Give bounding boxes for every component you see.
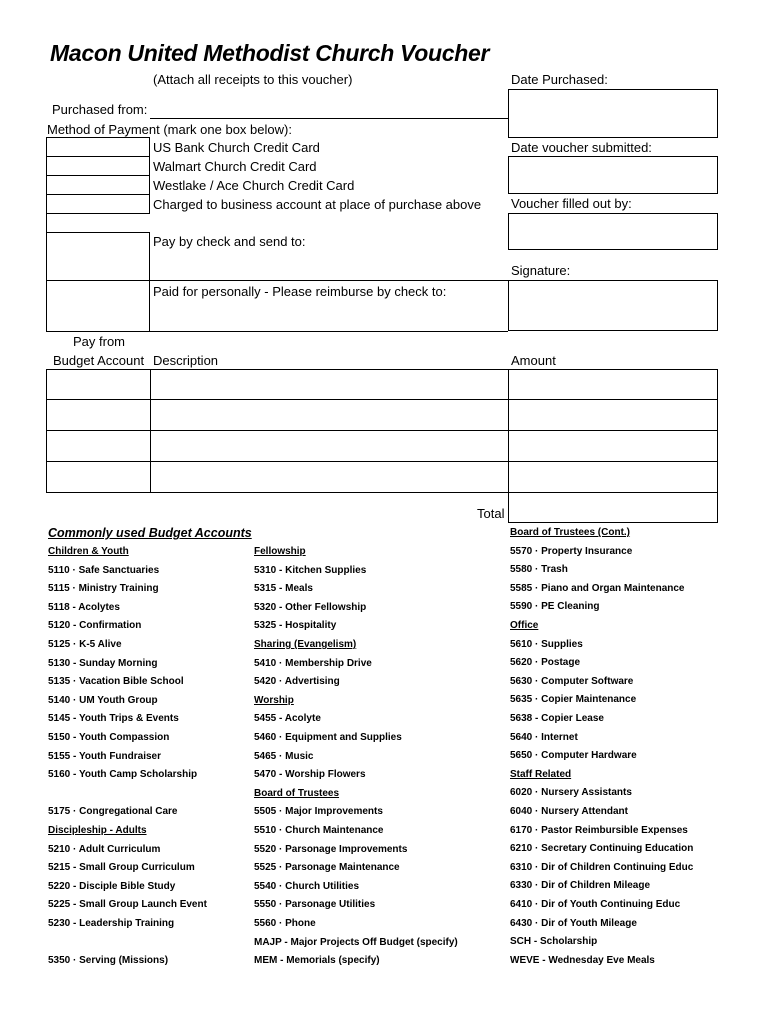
payment-option-us-bank: US Bank Church Credit Card: [153, 140, 320, 155]
budget-account-item: 5455 - Acolyte: [254, 713, 321, 725]
amount-header: Amount: [511, 353, 556, 368]
budget-account-item: 5350 · Serving (Missions): [48, 955, 169, 967]
table-col-divider-2: [508, 369, 509, 493]
budget-account-item: 6330 · Dir of Children Mileage: [510, 880, 651, 892]
budget-account-item: 5110 · Safe Sanctuaries: [48, 564, 160, 576]
budget-account-item: 5225 - Small Group Launch Event: [48, 899, 207, 911]
budget-account-item: 5140 · UM Youth Group: [48, 694, 158, 706]
budget-account-item: 5118 - Acolytes: [48, 601, 120, 613]
budget-account-item: 5325 - Hospitality: [254, 620, 337, 632]
budget-account-item: 5580 · Trash: [510, 564, 568, 576]
budget-account-item: 5135 · Vacation Bible School: [48, 676, 184, 688]
budget-account-item: 6170 · Pastor Reimbursible Expenses: [510, 824, 688, 836]
budget-account-item: 5650 · Computer Hardware: [510, 750, 637, 762]
budget-account-item: 5175 · Congregational Care: [48, 806, 178, 818]
budget-account-item: MEM - Memorials (specify): [254, 955, 380, 967]
budget-account-item: 5320 - Other Fellowship: [254, 601, 367, 613]
budget-account-item: 6210 · Secretary Continuing Education: [510, 843, 694, 855]
budget-section-heading: Board of Trustees: [254, 787, 340, 799]
payment-option-check: Pay by check and send to:: [153, 234, 306, 249]
budget-section-heading: Staff Related: [510, 768, 572, 780]
budget-account-item: 5610 · Supplies: [510, 638, 583, 650]
date-purchased-label: Date Purchased:: [511, 72, 608, 87]
budget-account-item: 5130 - Sunday Morning: [48, 657, 158, 669]
page-title: Macon United Methodist Church Voucher: [50, 40, 490, 66]
budget-section-heading: Board of Trustees (Cont.): [510, 527, 631, 538]
us-bank-checkbox[interactable]: [46, 137, 150, 157]
table-row-divider: [46, 399, 718, 400]
budget-account-item: 5585 · Piano and Organ Maintenance: [510, 582, 685, 594]
date-purchased-field[interactable]: [508, 89, 718, 138]
budget-account-item: 6040 · Nursery Attendant: [510, 806, 628, 817]
budget-account-item: 5540 · Church Utilities: [254, 880, 360, 892]
budget-account-item: 5310 - Kitchen Supplies: [254, 564, 367, 576]
budget-account-item: MAJP - Major Projects Off Budget (specify): [254, 936, 458, 948]
budget-section-heading: Sharing (Evangelism): [254, 639, 357, 650]
subtitle: (Attach all receipts to this voucher): [153, 72, 353, 87]
budget-account-item: 5215 - Small Group Curriculum: [48, 862, 195, 874]
signature-label: Signature:: [511, 263, 571, 278]
budget-accounts-title: Commonly used Budget Accounts: [48, 526, 252, 540]
payment-bottom-rule: [46, 331, 508, 332]
payment-option-walmart: Walmart Church Credit Card: [153, 159, 317, 174]
budget-account-item: 6310 · Dir of Children Continuing Educ: [510, 861, 694, 873]
budget-section-heading: Office: [510, 620, 539, 631]
budget-account-item: 5510 · Church Maintenance: [254, 825, 384, 836]
westlake-checkbox[interactable]: [46, 175, 150, 195]
pay-by-check-checkbox[interactable]: [46, 232, 150, 281]
line-items-table: [46, 369, 718, 493]
budget-account-item: 6430 · Dir of Youth Mileage: [510, 917, 637, 929]
budget-account-item: WEVE - Wednesday Eve Meals: [510, 954, 655, 966]
description-header: Description: [153, 353, 219, 368]
budget-account-item: 5145 - Youth Trips & Events: [48, 713, 179, 725]
paid-personally-checkbox[interactable]: [46, 280, 150, 332]
budget-account-item: 5630 · Computer Software: [510, 675, 634, 687]
payment-divider: [150, 280, 508, 281]
budget-account-header: Budget Account: [53, 353, 145, 368]
budget-section-heading: Worship: [254, 694, 294, 706]
budget-account-item: 6020 · Nursery Assistants: [510, 787, 632, 799]
budget-account-item: 5115 · Ministry Training: [48, 583, 159, 595]
budget-account-item: 5550 · Parsonage Utilities: [254, 899, 376, 911]
table-row-divider: [46, 430, 718, 431]
budget-account-item: 5470 - Worship Flowers: [254, 769, 366, 781]
budget-account-item: 5520 · Parsonage Improvements: [254, 843, 408, 855]
filled-out-by-label: Voucher filled out by:: [511, 196, 632, 211]
budget-account-item: 5560 · Phone: [254, 918, 316, 929]
date-submitted-field[interactable]: [508, 156, 718, 194]
table-col-divider-1: [150, 369, 151, 493]
purchased-from-field[interactable]: [150, 118, 508, 119]
budget-account-item: 5210 · Adult Curriculum: [48, 843, 161, 855]
budget-account-item: 5505 · Major Improvements: [254, 806, 383, 818]
budget-account-item: 5420 · Advertising: [254, 676, 340, 688]
budget-account-item: 5640 · Internet: [510, 731, 578, 743]
budget-account-item: 5150 - Youth Compassion: [48, 732, 170, 743]
budget-account-item: 5525 · Parsonage Maintenance: [254, 862, 400, 874]
budget-account-item: 5315 - Meals: [254, 583, 313, 595]
payment-option-business: Charged to business account at place of purchase above: [153, 197, 482, 212]
budget-account-item: 5220 - Disciple Bible Study: [48, 880, 176, 892]
budget-account-item: 5120 - Confirmation: [48, 620, 142, 632]
payment-option-westlake: Westlake / Ace Church Credit Card: [153, 178, 355, 193]
budget-account-item: 5160 - Youth Camp Scholarship: [48, 769, 198, 781]
method-of-payment-label: Method of Payment (mark one box below):: [47, 122, 292, 137]
budget-account-item: 5590 · PE Cleaning: [510, 601, 600, 613]
budget-section-heading: Fellowship: [254, 546, 306, 557]
budget-account-item: 5620 · Postage: [510, 657, 581, 669]
payment-option-personal: Paid for personally - Please reimburse by check to:: [153, 284, 447, 299]
budget-section-heading: Children & Youth: [48, 546, 129, 557]
budget-account-item: 5465 · Music: [254, 750, 314, 762]
budget-account-item: 6410 · Dir of Youth Continuing Educ: [510, 899, 681, 910]
walmart-checkbox[interactable]: [46, 156, 150, 176]
total-field[interactable]: [508, 492, 718, 523]
budget-account-item: 5635 · Copier Maintenance: [510, 694, 637, 706]
signature-field[interactable]: [508, 280, 718, 331]
filled-out-by-field[interactable]: [508, 213, 718, 250]
budget-account-item: 5155 - Youth Fundraiser: [48, 750, 161, 762]
pay-from-label: Pay from: [73, 334, 126, 349]
budget-account-item: 5125 · K-5 Alive: [48, 639, 122, 650]
purchased-from-label: Purchased from:: [52, 102, 148, 117]
budget-account-item: 5230 - Leadership Training: [48, 918, 175, 929]
budget-account-item: 5570 · Property Insurance: [510, 545, 633, 557]
date-submitted-label: Date voucher submitted:: [511, 140, 652, 155]
total-label: Total: [477, 506, 505, 521]
budget-account-item: 5638 - Copier Lease: [510, 713, 604, 724]
budget-account-item: SCH - Scholarship: [510, 936, 598, 948]
business-account-checkbox[interactable]: [46, 194, 150, 214]
budget-account-item: 5410 · Membership Drive: [254, 657, 372, 669]
budget-account-item: 5460 · Equipment and Supplies: [254, 732, 402, 743]
table-row-divider: [46, 461, 718, 462]
budget-section-heading: Discipleship - Adults: [48, 825, 147, 836]
